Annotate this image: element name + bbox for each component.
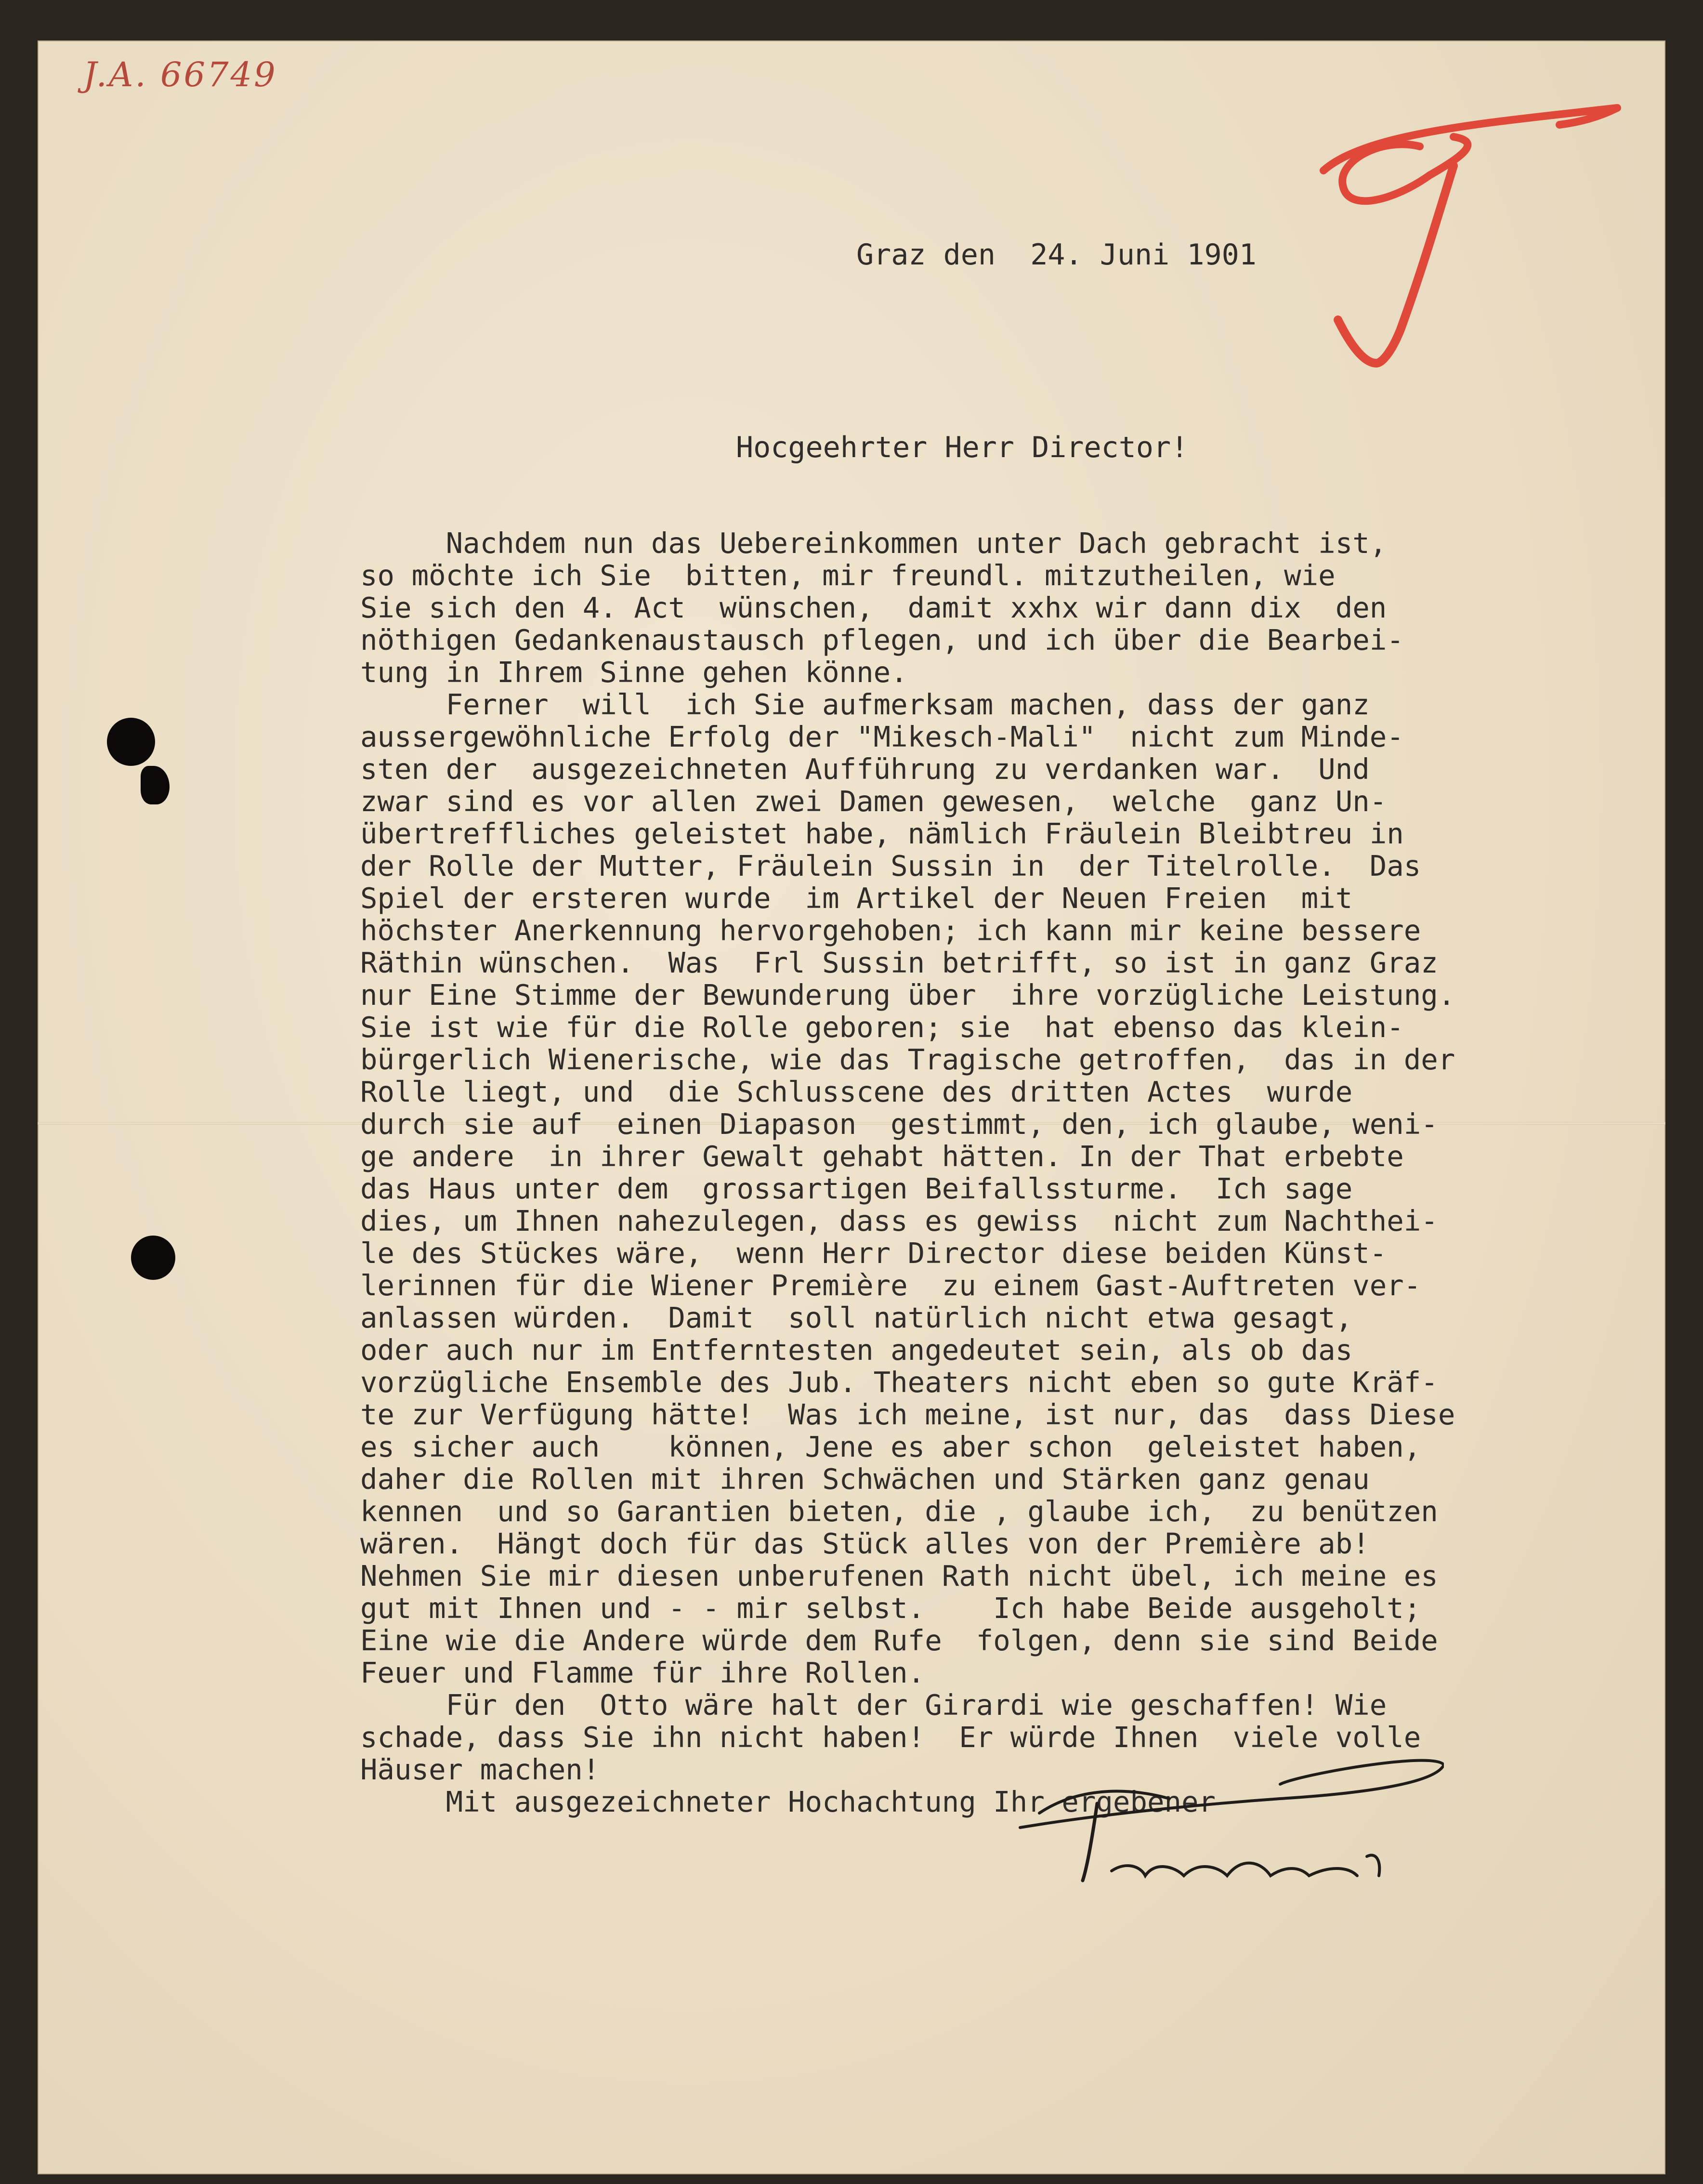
body-line: Sie ist wie für die Rolle geboren; sie hat ebenso das klein- <box>360 1011 1404 1044</box>
body-line: Eine wie die Andere würde dem Rufe folgen, denn sie sind Beide <box>360 1624 1438 1657</box>
body-line: nur Eine Stimme der Bewunderung über ihre vorzügliche Leistung. <box>360 978 1455 1012</box>
body-line: aussergewöhnliche Erfolg der "Mikesch-Mali" nicht zum Minde- <box>360 720 1404 753</box>
body-line: Häuser machen! <box>360 1753 600 1786</box>
body-line: Sie sich den 4. Act wünschen, damit xxhx wir dann dix den <box>360 591 1387 624</box>
body-line: vorzügliche Ensemble des Jub. Theaters nicht eben so gute Kräf- <box>360 1366 1438 1399</box>
punch-hole-bottom <box>131 1236 175 1280</box>
punch-hole-top <box>107 718 155 766</box>
body-line: Feuer und Flamme für ihre Rollen. <box>360 1656 925 1689</box>
body-line: Für den Otto wäre halt der Girardi wie geschaffen! Wie <box>360 1688 1387 1722</box>
letter-sheet <box>38 40 1665 2174</box>
body-line: sten der ausgezeichneten Aufführung zu verdanken war. Und <box>360 752 1370 786</box>
body-line: Nachdem nun das Uebereinkommen unter Dach gebracht ist, <box>360 526 1387 560</box>
salutation: Hocgeehrter Herr Director! <box>736 431 1189 464</box>
body-line: nöthigen Gedankenaustausch pflegen, und ich über die Bearbei- <box>360 623 1404 657</box>
body-line: schade, dass Sie ihn nicht haben! Er würde Ihnen viele volle <box>360 1721 1421 1754</box>
date-line: Graz den 24. Juni 1901 <box>856 238 1257 272</box>
archive-number: J.A. 66749 <box>83 55 277 94</box>
body-line: so möchte ich Sie bitten, mir freundl. mitzutheilen, wie <box>360 559 1336 592</box>
body-line: der Rolle der Mutter, Fräulein Sussin in der Titelrolle. Das <box>360 849 1421 882</box>
body-line: Mit ausgezeichneter Hochachtung Ihr ergebener <box>360 1785 1216 1818</box>
letter-body <box>360 527 1455 1818</box>
red-pencil-mark <box>1309 103 1646 402</box>
body-line: lerinnen für die Wiener Première zu einem Gast-Auftreten ver- <box>360 1269 1421 1302</box>
body-line: zwar sind es vor allen zwei Damen gewesen, welche ganz Un- <box>360 785 1387 818</box>
body-line: höchster Anerkennung hervorgehoben; ich kann mir keine bessere <box>360 914 1421 947</box>
body-line: wären. Hängt doch für das Stück alles von der Première ab! <box>360 1527 1370 1560</box>
body-line: ge andere in ihrer Gewalt gehabt hätten. In der That erbebte <box>360 1140 1404 1173</box>
body-line: das Haus unter dem grossartigen Beifallssturme. Ich sage <box>360 1172 1353 1205</box>
body-line: durch sie auf einen Diapason gestimmt, den, ich glaube, weni- <box>360 1107 1438 1141</box>
body-line: übertreffliches geleistet habe, nämlich Fräulein Bleibtreu in <box>360 817 1404 850</box>
handwritten-signature <box>1010 1755 1444 1938</box>
body-line: daher die Rollen mit ihren Schwächen und Stärken ganz genau <box>360 1462 1370 1496</box>
body-line: tung in Ihrem Sinne gehen könne. <box>360 656 908 689</box>
body-line: dies, um Ihnen nahezulegen, dass es gewiss nicht zum Nachthei- <box>360 1204 1438 1237</box>
body-line: Räthin wünschen. Was Frl Sussin betrifft, so ist in ganz Graz <box>360 946 1438 979</box>
body-line: le des Stückes wäre, wenn Herr Director diese beiden Künst- <box>360 1237 1387 1270</box>
body-line: Ferner will ich Sie aufmerksam machen, dass der ganz <box>360 688 1370 721</box>
body-line: gut mit Ihnen und - - mir selbst. Ich habe Beide ausgeholt; <box>360 1592 1421 1625</box>
body-line: anlassen würden. Damit soll natürlich nicht etwa gesagt, <box>360 1301 1353 1334</box>
body-line: Rolle liegt, und die Schlusscene des dritten Actes wurde <box>360 1075 1353 1108</box>
body-line: Spiel der ersteren wurde im Artikel der Neuen Freien mit <box>360 881 1353 915</box>
body-line: Nehmen Sie mir diesen unberufenen Rath nicht übel, ich meine es <box>360 1559 1438 1592</box>
body-line: es sicher auch können, Jene es aber schon geleistet haben, <box>360 1430 1421 1463</box>
body-line: bürgerlich Wienerische, wie das Tragische getroffen, das in der <box>360 1043 1455 1076</box>
body-line: oder auch nur im Entferntesten angedeutet sein, als ob das <box>360 1333 1353 1367</box>
body-line: te zur Verfügung hätte! Was ich meine, ist nur, das dass Diese <box>360 1398 1455 1431</box>
body-line: kennen und so Garantien bieten, die , glaube ich, zu benützen <box>360 1495 1438 1528</box>
